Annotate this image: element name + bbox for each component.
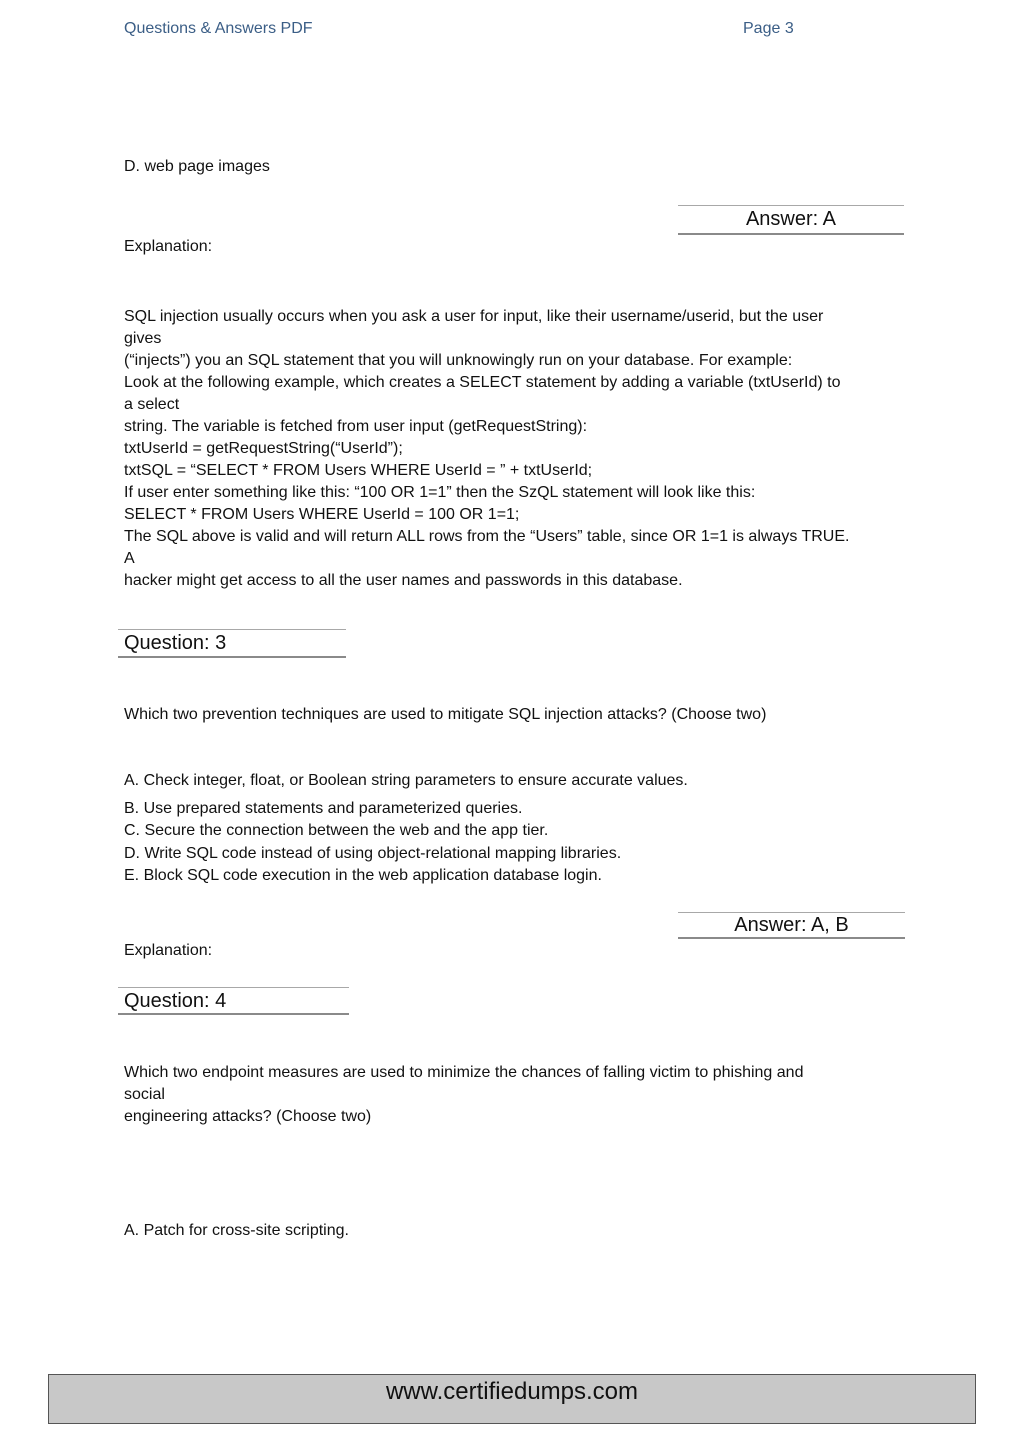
explanation-line: Look at the following example, which creates a SELECT statement by adding a variable (txtUserId) to xyxy=(124,374,841,391)
q4-question xyxy=(124,1062,904,1128)
explanation-line: SELECT * FROM Users WHERE UserId = 100 OR 1=1; xyxy=(124,506,520,523)
explanation-line: If user enter something like this: “100 OR 1=1” then the SzQL statement will look like this: xyxy=(124,484,756,501)
q2-explanation-body xyxy=(124,306,904,592)
q3-option-b: B. Use prepared statements and parameterized queries. xyxy=(124,800,523,817)
explanation-line: string. The variable is fetched from user input (getRequestString): xyxy=(124,418,588,435)
q2-answer-box xyxy=(678,205,904,235)
footer-banner xyxy=(48,1374,976,1424)
q3-option-a: A. Check integer, float, or Boolean string parameters to ensure accurate values. xyxy=(124,772,688,789)
explanation-line: A xyxy=(124,550,135,567)
explanation-line: (“injects”) you an SQL statement that you will unknowingly run on your database. For example: xyxy=(124,352,793,369)
explanation-line: hacker might get access to all the user names and passwords in this database. xyxy=(124,572,683,589)
explanation-line: gives xyxy=(124,330,162,347)
q4-title-box xyxy=(118,987,349,1015)
q2-explanation-label: Explanation: xyxy=(124,238,213,255)
question-line: social xyxy=(124,1086,165,1103)
explanation-line: txtUserId = getRequestString(“UserId”); xyxy=(124,440,403,457)
q4-title: Question: 4 xyxy=(124,990,227,1012)
q4-option-a: A. Patch for cross-site scripting. xyxy=(124,1222,349,1239)
question-line: engineering attacks? (Choose two) xyxy=(124,1108,372,1125)
q3-question: Which two prevention techniques are used to mitigate SQL injection attacks? (Choose two) xyxy=(124,706,767,723)
q3-title-box xyxy=(118,629,346,658)
q3-explanation-label: Explanation: xyxy=(124,942,213,959)
explanation-line: SQL injection usually occurs when you ask a user for input, like their username/userid, but the user xyxy=(124,308,824,325)
q2-option-d: D. web page images xyxy=(124,158,270,175)
q2-answer: Answer: A xyxy=(745,208,837,230)
footer-url-link[interactable]: www.certifiedumps.com xyxy=(385,1378,639,1405)
header-title: Questions & Answers PDF xyxy=(124,20,313,37)
q3-option-c: C. Secure the connection between the web and the app tier. xyxy=(124,822,549,839)
q3-title: Question: 3 xyxy=(124,632,227,654)
q3-answer: Answer: A, B xyxy=(734,914,849,936)
explanation-line: a select xyxy=(124,396,180,413)
question-line: Which two endpoint measures are used to minimize the chances of falling victim to phishing and xyxy=(124,1064,804,1081)
explanation-line: The SQL above is valid and will return ALL rows from the “Users” table, since OR 1=1 is always TRUE. xyxy=(124,528,850,545)
q3-answer-box xyxy=(678,912,905,939)
page-number: Page 3 xyxy=(743,20,794,37)
q3-option-d: D. Write SQL code instead of using object-relational mapping libraries. xyxy=(124,845,622,862)
q3-option-e: E. Block SQL code execution in the web application database login. xyxy=(124,867,602,884)
explanation-line: txtSQL = “SELECT * FROM Users WHERE UserId = ” + txtUserId; xyxy=(124,462,593,479)
